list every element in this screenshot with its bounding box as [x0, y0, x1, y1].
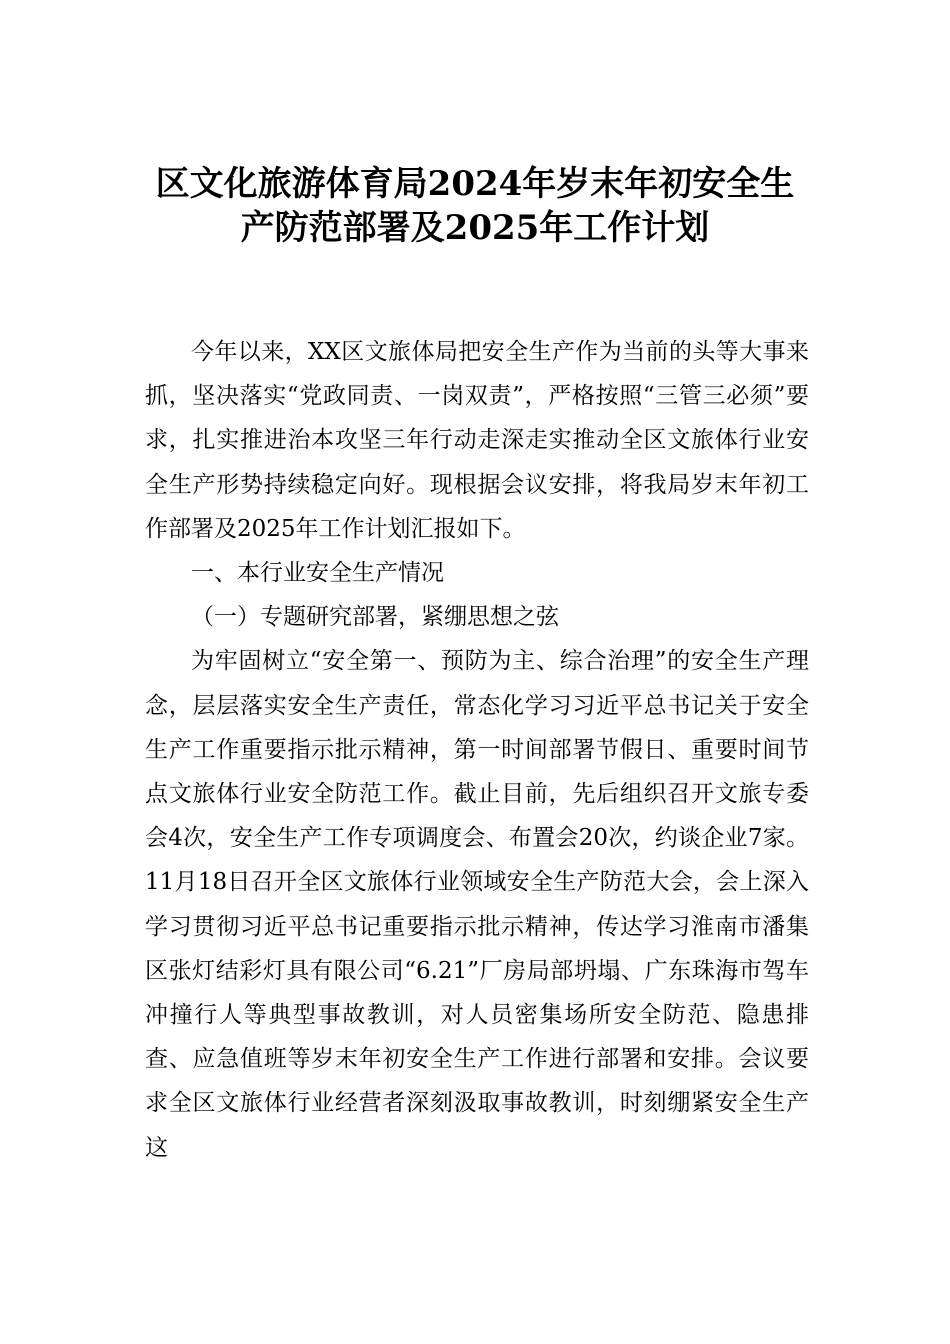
section-heading: 一、本行业安全生产情况 — [191, 560, 444, 587]
document-title-line-1: 区文化旅游体育局2024年岁末年初安全生 — [155, 164, 795, 204]
body-paragraph: 为牢固树立“安全第一、预防为主、综合治理”的安全生产理念，层层落实安全生产责任，常态化学习习近平总书记关于安全生产工作重要指示批示精神，第一时间部署节假日、重要时间节点文旅体行业安全防范工作。截止目前，先后组织召开文旅专委会4次，安全生产工作专项调度会、布置会20次，约谈企业7家。11月18日召开全区文旅体行业领域安全生产防范大会，会上深入学习贯彻习近平总书记重要指示批示精神，传达学习淮南市潘集区张灯结彩灯具有限公司“6.21”厂房局部坍塌、广东珠海市驾车冲撞行人等典型事故教训，对人员密集场所安全防范、隐患排查、应急值班等岁末年初安全生产工作进行部署和安排。会议要求全区文旅体行业经营者深刻汲取事故教训，时刻绷紧安全生产这 — [145, 648, 809, 1161]
intro-paragraph: 今年以来，XX区文旅体局把安全生产作为当前的头等大事来抓，坚决落实“党政同责、一岗双责”，严格按照“三管三必须”要求，扎实推进治本攻坚三年行动走深走实推动全区文旅体行业安全生产形势持续稳定向好。现根据会议安排，将我局岁末年初工作部署及2025年工作计划汇报如下。 — [145, 339, 809, 542]
document-body — [145, 330, 809, 1170]
document-title-line-2: 产防范部署及2025年工作计划 — [240, 208, 710, 248]
subsection-heading: （一）专题研究部署，紧绷思想之弦 — [191, 604, 559, 631]
